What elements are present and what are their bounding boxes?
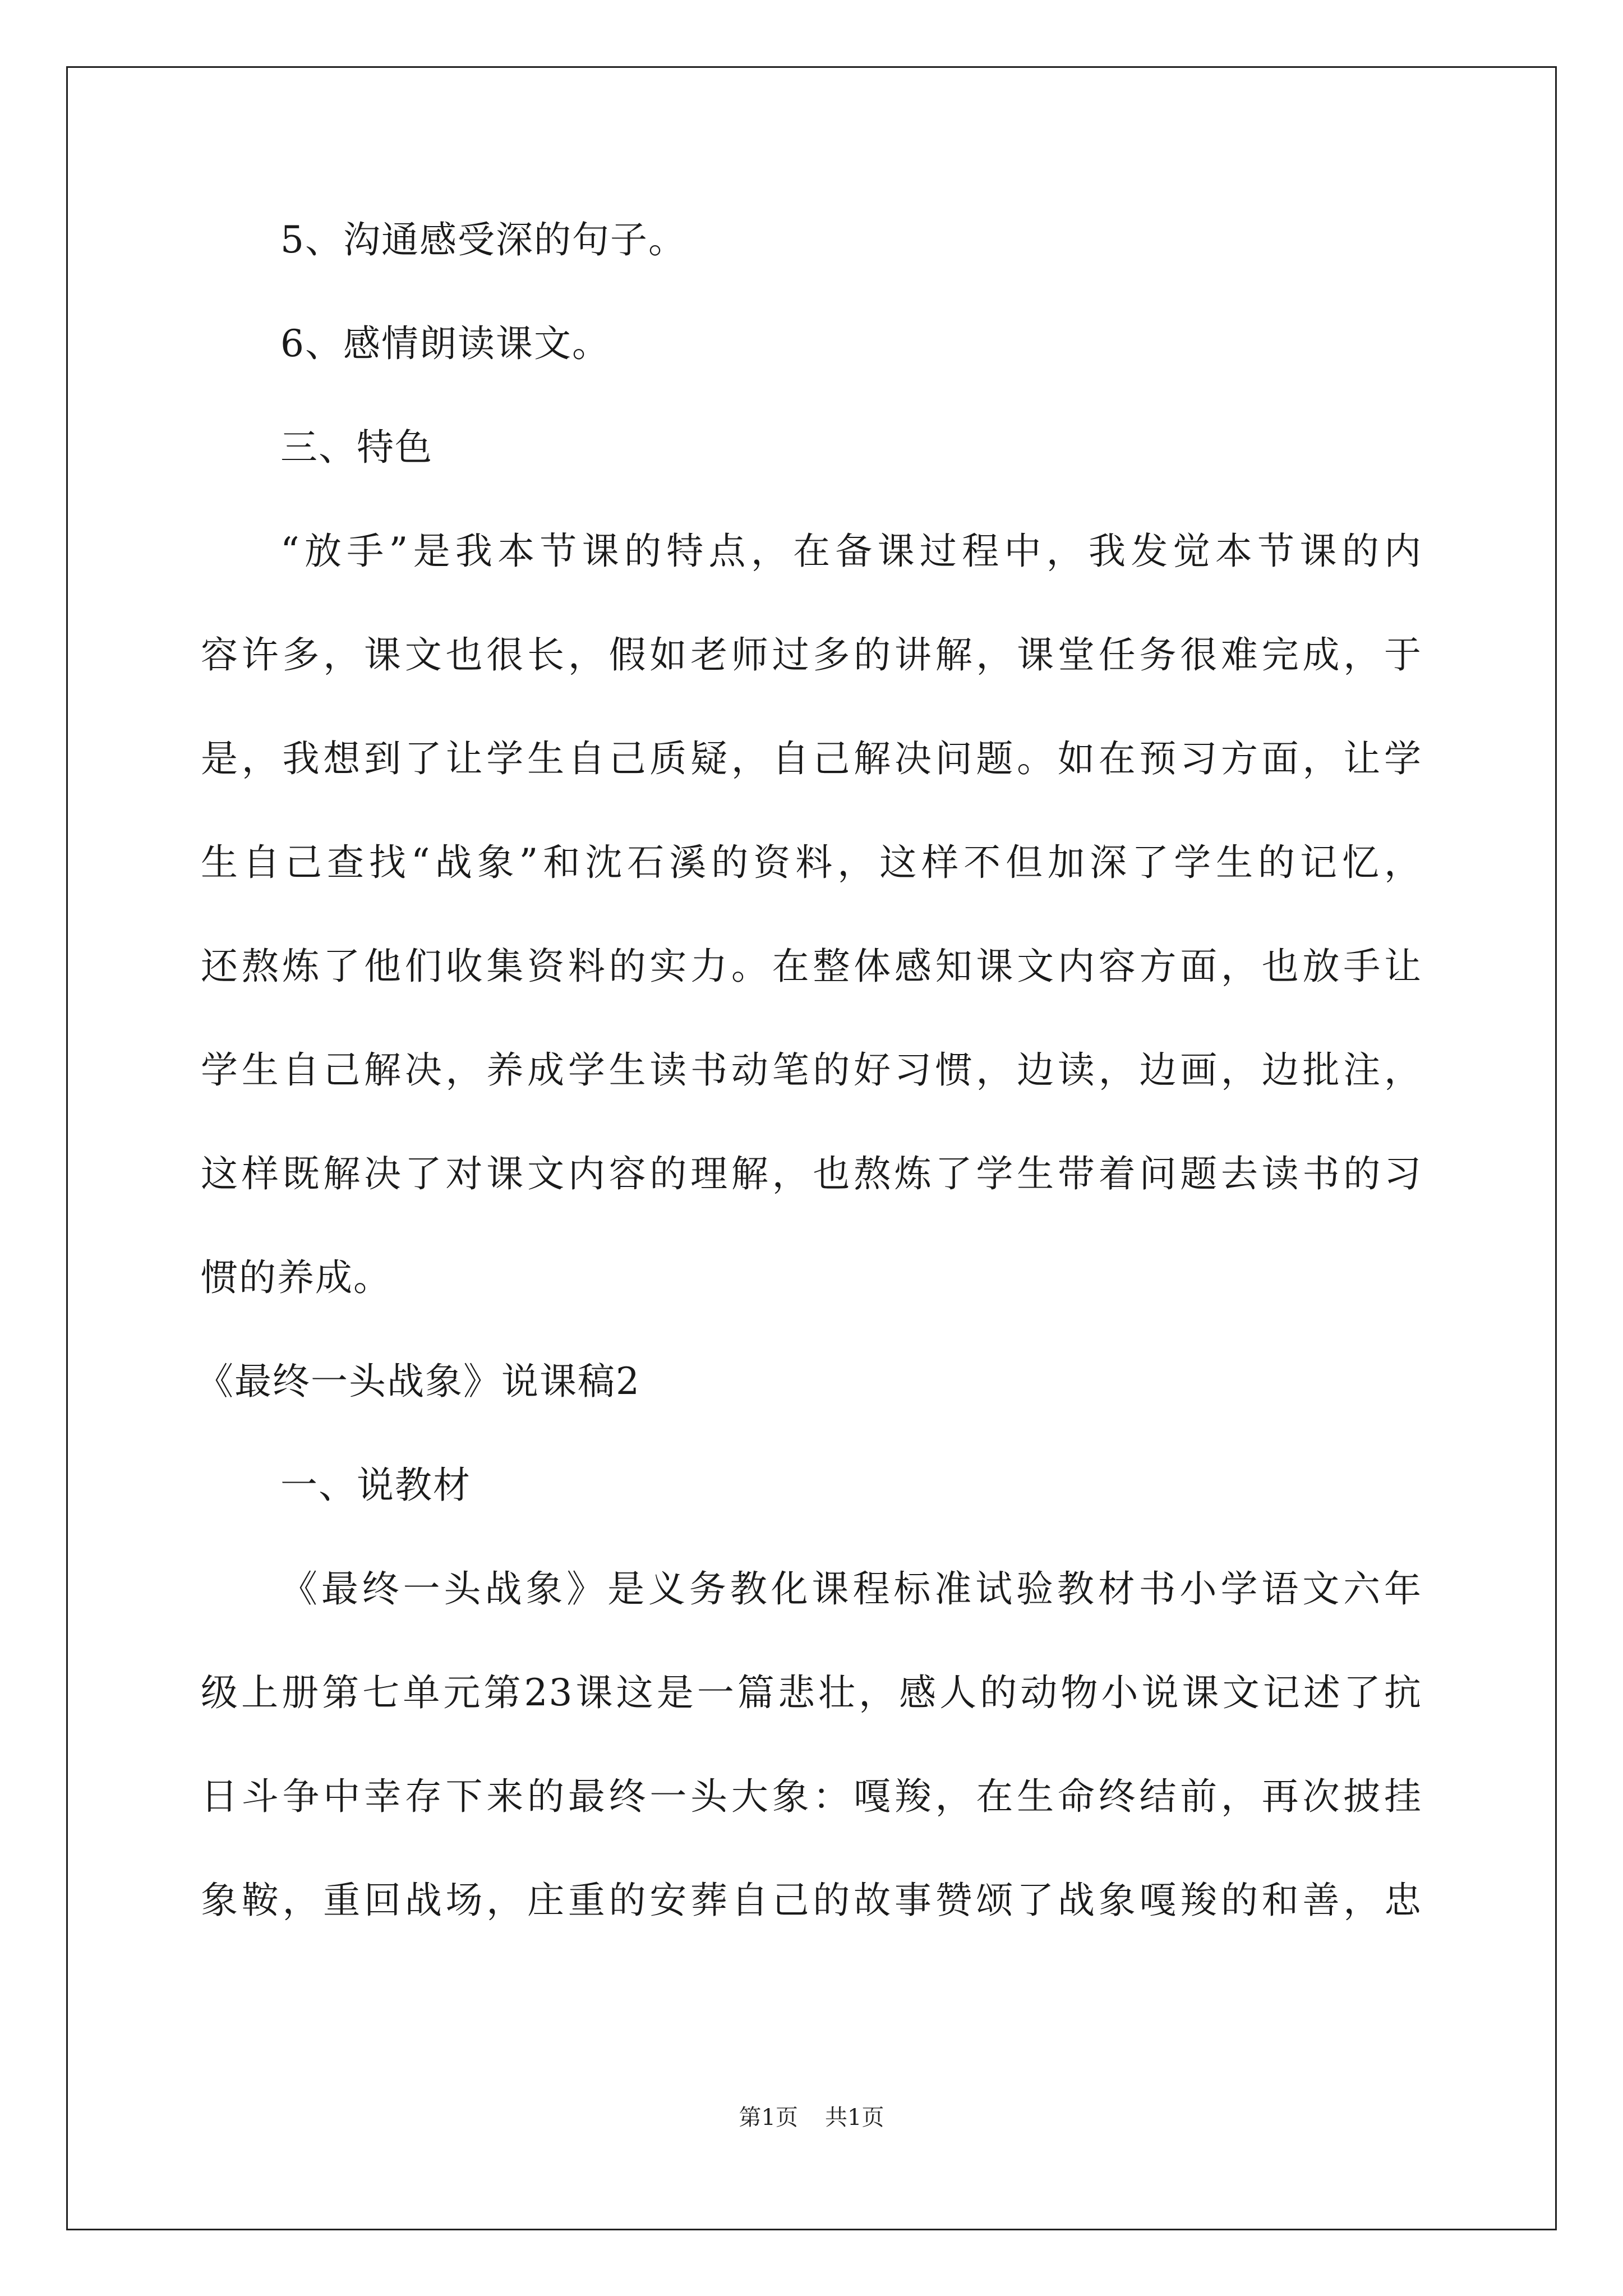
paragraph-line: 学生自己解决，养成学生读书动笔的好习惯，边读，边画，边批注， — [201, 1048, 1422, 1092]
paragraph-line: 是，我想到了让学生自己质疑，自己解决问题。如在预习方面，让学 — [201, 737, 1422, 780]
paragraph-line: 级上册第七单元第23课这是一篇悲壮，感人的动物小说课文记述了抗 — [201, 1671, 1422, 1714]
page-number-total: 共1页 — [825, 2105, 884, 2131]
paragraph-line: 《最终一头战象》是义务教化课程标准试验教材书小学语文六年 — [280, 1567, 1422, 1611]
paragraph-line: 日斗争中幸存下来的最终一头大象：嘎羧，在生命终结前，再次披挂 — [201, 1775, 1422, 1818]
paragraph-line: 还熬炼了他们收集资料的实力。在整体感知课文内容方面，也放手让 — [201, 945, 1422, 988]
page-number-current: 第1页 — [739, 2105, 798, 2131]
paragraph-line: 惯的养成。 — [201, 1256, 391, 1299]
page-footer — [0, 2101, 1623, 2134]
paragraph-line: 这样既解决了对课文内容的理解，也熬炼了学生带着问题去读书的习 — [201, 1152, 1422, 1195]
paragraph-line: 生自己查找“战象”和沈石溪的资料，这样不但加深了学生的记忆， — [201, 841, 1422, 884]
paragraph-line: 容许多，课文也很长，假如老师过多的讲解，课堂任务很难完成，于 — [201, 633, 1422, 677]
paragraph-line: “放手”是我本节课的特点，在备课过程中，我发觉本节课的内 — [280, 530, 1422, 573]
paragraph-line: 象鞍，重回战场，庄重的安葬自己的故事赞颂了战象嘎羧的和善，忠 — [201, 1879, 1422, 1922]
document-title: 《最终一头战象》说课稿2 — [196, 1360, 640, 1403]
section-heading-features: 三、特色 — [280, 426, 433, 469]
list-item-5: 5、沟通感受深的句子。 — [280, 218, 686, 261]
section-heading-textbook: 一、说教材 — [280, 1464, 471, 1507]
list-item-6: 6、感情朗读课文。 — [280, 322, 610, 365]
